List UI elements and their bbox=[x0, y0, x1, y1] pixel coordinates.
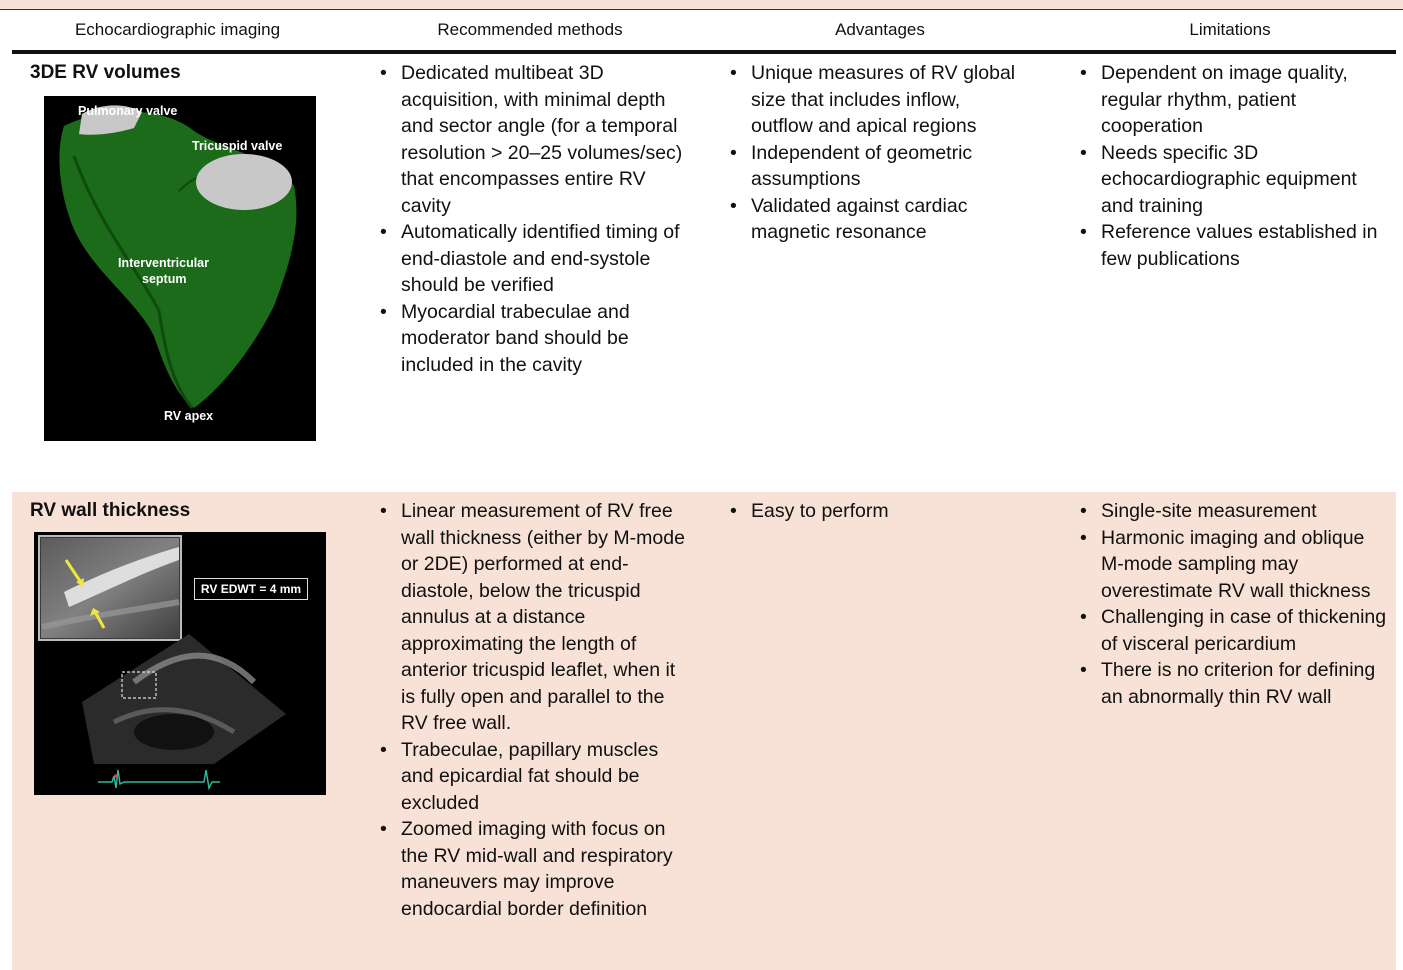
figure-label-pulmonary-valve: Pulmonary valve bbox=[78, 104, 178, 118]
advantages-list bbox=[730, 498, 1020, 525]
figure-label-rv-apex: RV apex bbox=[164, 409, 214, 423]
methods-list bbox=[380, 60, 692, 378]
table-row-rv-wall-thickness bbox=[12, 492, 1396, 970]
list-item: • Automatically identified timing of end-diastole and end-systole should be verified bbox=[380, 219, 692, 299]
table-row-3de-rv-volumes bbox=[12, 54, 1396, 482]
list-item: • Myocardial trabeculae and moderator band should be included in the cavity bbox=[380, 299, 692, 379]
list-item: • Trabeculae, papillary muscles and epicardial fat should be excluded bbox=[380, 737, 692, 817]
rv-wall-thickness-figure bbox=[34, 532, 326, 795]
echo-image bbox=[34, 532, 326, 795]
figure-label-tricuspid-valve: Tricuspid valve bbox=[192, 139, 283, 153]
list-item: • Easy to perform bbox=[730, 498, 1020, 525]
top-band bbox=[0, 0, 1403, 9]
methods-list bbox=[380, 498, 692, 922]
list-item: • Independent of geometric assumptions bbox=[730, 140, 1020, 193]
header-advantages: Advantages bbox=[835, 20, 925, 39]
list-item: • Reference values established in few publications bbox=[1080, 219, 1392, 272]
list-item: • Harmonic imaging and oblique M-mode sampling may overestimate RV wall thickness bbox=[1080, 525, 1392, 605]
limitations-list bbox=[1080, 498, 1392, 710]
list-item: • Validated against cardiac magnetic resonance bbox=[730, 193, 1020, 246]
measurement-label: RV EDWT = 4 mm bbox=[194, 578, 308, 600]
list-item: • Zoomed imaging with focus on the RV mid-wall and respiratory maneuvers may improve endocardial border definition bbox=[380, 816, 692, 922]
list-item: • Linear measurement of RV free wall thickness (either by M-mode or 2DE) performed at end-diastole, below the tricuspid annulus at a distance approximating the length of anterior tricuspid leaflet, when it is fully open and parallel to the RV free wall. bbox=[380, 498, 692, 737]
list-item: • There is no criterion for defining an abnormally thin RV wall bbox=[1080, 657, 1392, 710]
list-item: • Dependent on image quality, regular rhythm, patient cooperation bbox=[1080, 60, 1392, 140]
list-item: • Unique measures of RV global size that includes inflow, outflow and apical regions bbox=[730, 60, 1020, 140]
list-item: • Challenging in case of thickening of visceral pericardium bbox=[1080, 604, 1392, 657]
header-methods: Recommended methods bbox=[437, 20, 623, 39]
figure-label-septum: septum bbox=[142, 272, 187, 286]
advantages-list bbox=[730, 60, 1020, 246]
row-title: RV wall thickness bbox=[30, 500, 191, 521]
limitations-list bbox=[1080, 60, 1392, 272]
rv-3d-volume-figure bbox=[44, 96, 316, 441]
list-item: • Single-site measurement bbox=[1080, 498, 1392, 525]
list-item: • Needs specific 3D echocardiographic equipment and training bbox=[1080, 140, 1392, 220]
header-imaging: Echocardiographic imaging bbox=[74, 20, 281, 39]
list-item: • Dedicated multibeat 3D acquisition, with minimal depth and sector angle (for a temporal resolution > 20–25 volumes/sec) that encompasses entire RV cavity bbox=[380, 60, 692, 219]
table-header bbox=[0, 10, 1403, 50]
figure-label-interventricular: Interventricular bbox=[118, 256, 210, 270]
row-title: 3DE RV volumes bbox=[30, 62, 181, 83]
header-limitations: Limitations bbox=[1189, 20, 1271, 39]
